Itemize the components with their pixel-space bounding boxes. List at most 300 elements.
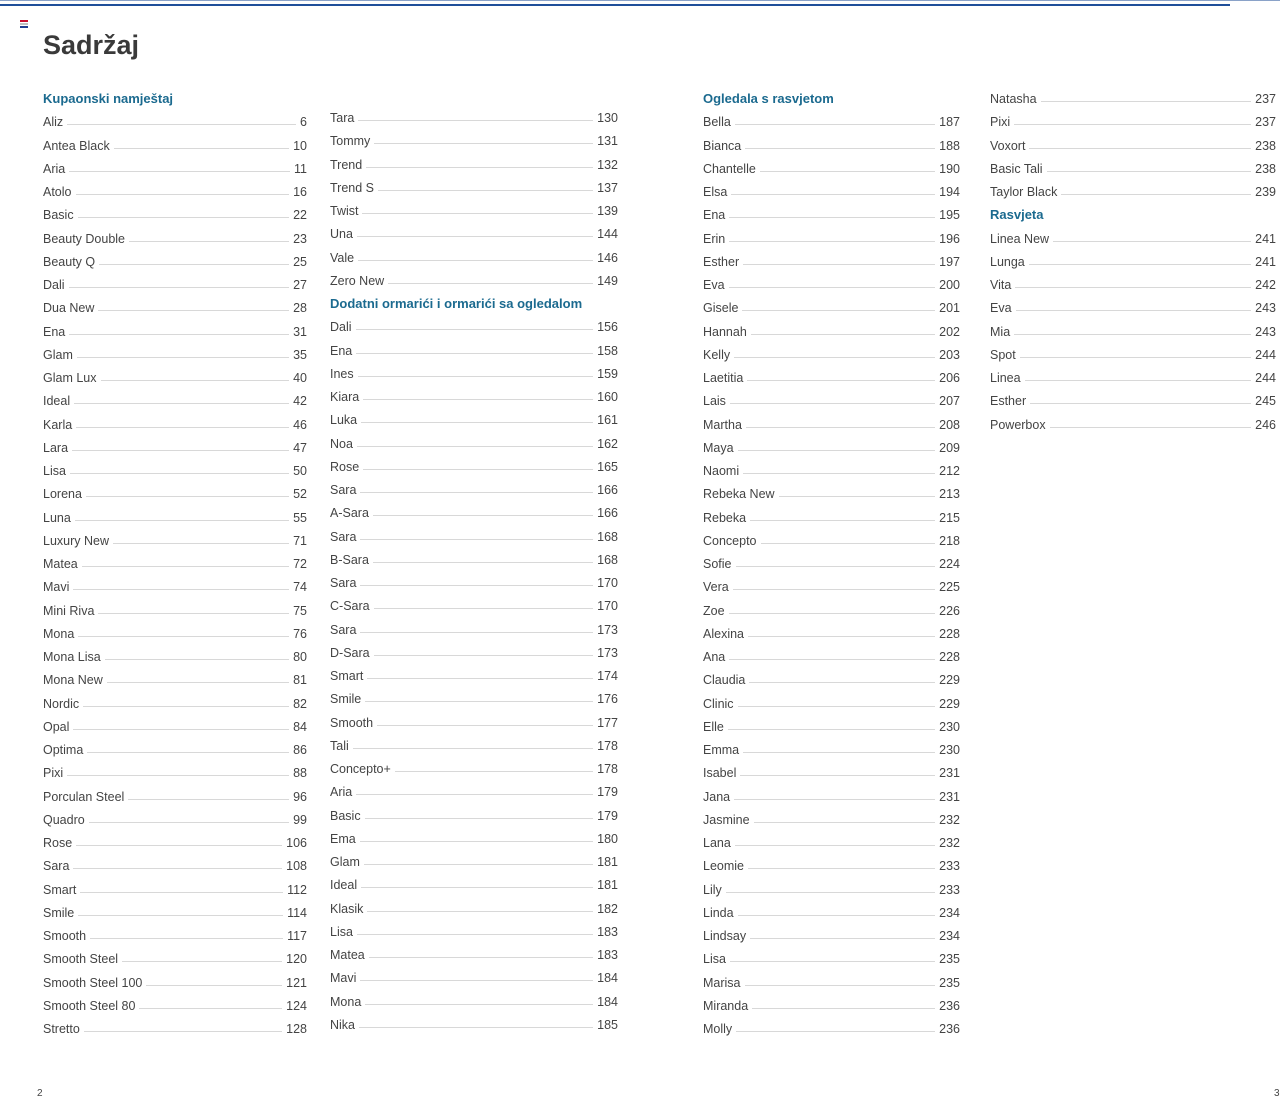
toc-entry[interactable] [703,295,960,315]
toc-entry-name: Lisa [330,924,353,939]
toc-entry-page: 201 [939,301,960,316]
toc-entry[interactable] [703,900,960,920]
toc-entry[interactable] [703,179,960,199]
toc-entry[interactable] [703,202,960,222]
toc-entry[interactable] [330,245,618,265]
toc-entry[interactable] [703,1016,960,1036]
toc-entry[interactable] [703,226,960,246]
toc-entry[interactable] [330,105,618,125]
toc-entry[interactable] [43,295,307,315]
toc-leader-line [363,399,593,400]
toc-entry-page: 224 [939,557,960,571]
toc-leader-line [356,353,593,354]
toc-entry[interactable] [703,412,960,432]
toc-entry[interactable] [43,853,307,873]
toc-entry-name: Smooth Steel [43,952,119,967]
toc-entry[interactable] [43,784,307,804]
toc-entry[interactable] [43,551,307,571]
toc-entry-name: Smile [43,905,75,920]
toc-leader-line [107,682,289,683]
toc-entry-name: Lindsay [703,929,747,943]
toc-entry-name: Rebeka New [703,487,775,502]
toc-entry-page: 106 [286,836,307,850]
toc-entry[interactable] [43,714,307,734]
toc-entry[interactable] [330,338,618,358]
toc-entry-name: Twist [330,204,359,218]
toc-entry-page: 185 [597,1017,618,1032]
toc-entry[interactable] [703,598,960,618]
toc-leader-line [754,822,936,823]
toc-entry-page: 190 [939,161,960,176]
toc-entry-name: Smile [330,692,362,707]
toc-entry[interactable] [703,760,960,780]
toc-entry-page: 200 [939,278,960,292]
toc-entry-page: 234 [939,905,960,920]
toc-entry[interactable] [990,249,1276,269]
toc-leader-line [360,492,593,493]
toc-entry[interactable] [330,570,618,590]
toc-entry-page: 241 [1255,254,1276,269]
toc-entry[interactable] [43,667,307,687]
toc-entry[interactable] [990,272,1276,292]
toc-entry[interactable] [990,342,1276,362]
toc-entry-page: 178 [597,738,618,753]
toc-entry-page: 22 [293,208,307,223]
toc-leader-line [360,980,593,981]
toc-entry-page: 16 [293,185,307,199]
toc-entry-name: Esther [990,394,1027,409]
toc-entry-page: 237 [1255,92,1276,106]
toc-entry[interactable] [990,156,1276,176]
toc-entry[interactable] [43,993,307,1013]
toc-entry[interactable] [703,156,960,176]
toc-leader-line [365,701,593,702]
toc-entry[interactable] [330,686,618,706]
toc-leader-line [86,496,289,497]
toc-entry-name: Karla [43,417,73,432]
toc-entry[interactable] [330,779,618,799]
toc-entry[interactable] [990,86,1276,106]
toc-leader-line [728,729,935,730]
toc-entry-page: 158 [597,343,618,358]
toc-entry[interactable] [990,226,1276,246]
toc-leader-line [357,934,593,935]
toc-leader-line [364,864,593,865]
toc-entry[interactable] [330,733,618,753]
toc-entry[interactable] [330,710,618,730]
toc-leader-line [76,427,289,428]
toc-entry-name: Dali [43,278,65,292]
toc-entry-name: Lorena [43,487,82,502]
toc-entry[interactable] [43,528,307,548]
toc-entry-name: Claudia [703,673,746,688]
toc-entry[interactable] [703,481,960,501]
toc-entry[interactable] [43,109,307,129]
toc-entry-page: 231 [939,766,960,781]
toc-entry-page: 183 [597,924,618,939]
toc-entry-page: 213 [939,487,960,502]
toc-leader-line [78,915,283,916]
toc-leader-line [73,589,289,590]
toc-entry-name: Noa [330,436,353,451]
toc-entry[interactable] [330,872,618,892]
toc-leader-line [1061,194,1251,195]
toc-entry[interactable] [330,1012,618,1032]
toc-entry[interactable] [330,919,618,939]
toc-entry-name: Concepto+ [330,762,391,776]
toc-entry[interactable] [703,505,960,525]
toc-entry-name: Smooth Steel 80 [43,998,136,1013]
toc-entry[interactable] [43,272,307,292]
toc-entry[interactable] [703,714,960,734]
toc-entry[interactable] [703,737,960,757]
toc-entry[interactable] [330,384,618,404]
toc-entry-name: Glam [330,855,360,869]
toc-entry-name: Natasha [990,92,1037,106]
toc-entry[interactable] [703,319,960,339]
toc-entry-name: Lais [703,394,726,409]
toc-entry[interactable] [43,435,307,455]
page-title: Sadržaj [43,30,140,60]
toc-entry[interactable] [330,314,618,334]
toc-entry-page: 75 [293,603,307,618]
toc-entry-page: 40 [293,371,307,385]
toc-leader-line [89,822,289,823]
toc-entry[interactable] [703,784,960,804]
toc-entry[interactable] [43,179,307,199]
toc-entry[interactable] [43,133,307,153]
toc-entry[interactable] [43,621,307,641]
toc-entry-page: 233 [939,882,960,897]
toc-entry-page: 215 [939,510,960,525]
toc-entry[interactable] [43,900,307,920]
toc-entry[interactable] [703,644,960,664]
toc-entry-page: 112 [287,882,307,897]
toc-entry[interactable] [703,249,960,269]
toc-leader-line [69,171,290,172]
toc-entry[interactable] [43,807,307,827]
toc-leader-line [360,585,593,586]
toc-entry[interactable] [43,226,307,246]
toc-leader-line [750,520,935,521]
toc-entry[interactable] [330,128,618,148]
toc-entry-name: Emma [703,743,740,757]
toc-entry-name: Rebeka [703,510,747,525]
toc-entry-name: Eva [990,301,1012,316]
toc-entry[interactable] [43,249,307,269]
toc-entry[interactable] [990,388,1276,408]
toc-entry-page: 81 [293,673,307,688]
toc-entry[interactable] [43,342,307,362]
toc-entry[interactable] [990,319,1276,339]
toc-entry[interactable] [43,946,307,966]
toc-entry-page: 181 [597,855,618,869]
toc-entry-page: 236 [939,1022,960,1036]
toc-entry[interactable] [330,524,618,544]
toc-entry-name: Beauty Double [43,231,126,246]
toc-entry-name: Tommy [330,134,371,149]
toc-entry-page: 161 [597,413,618,428]
toc-entry[interactable] [43,1016,307,1036]
toc-entry[interactable] [43,505,307,525]
toc-entry[interactable] [43,365,307,385]
top-rule-thin [0,0,1280,1]
toc-leader-line [80,892,283,893]
toc-entry[interactable] [330,407,618,427]
toc-entry[interactable] [330,268,618,288]
toc-entry-name: Esther [703,254,740,269]
toc-leader-line [373,562,593,563]
toc-entry-name: Lara [43,440,69,455]
toc-entry[interactable] [703,435,960,455]
toc-entry[interactable] [330,477,618,497]
toc-entry[interactable] [43,923,307,943]
toc-entry[interactable] [43,644,307,664]
toc-entry[interactable] [330,849,618,869]
toc-entry-name: Basic [43,208,74,223]
toc-entry-name: Naomi [703,464,740,478]
toc-leader-line [360,632,593,633]
toc-entry[interactable] [330,198,618,218]
toc-entry-name: Rose [43,836,73,850]
toc-entry-name: Ideal [330,878,358,893]
toc-entry-page: 96 [293,789,307,804]
toc-entry-name: Sara [330,529,357,544]
toc-entry-page: 194 [939,185,960,199]
toc-entry[interactable] [43,412,307,432]
toc-entry-page: 179 [597,808,618,823]
toc-entry-page: 128 [286,1022,307,1036]
toc-leader-line [356,329,594,330]
toc-entry-page: 170 [597,576,618,590]
toc-entry[interactable] [43,388,307,408]
toc-entry-page: 235 [939,975,960,990]
toc-entry[interactable] [43,877,307,897]
toc-entry-page: 206 [939,371,960,385]
toc-leader-line [76,845,282,846]
toc-entry[interactable] [330,803,618,823]
toc-entry-page: 236 [939,998,960,1013]
toc-entry[interactable] [330,547,618,567]
toc-entry-page: 195 [939,208,960,223]
toc-leader-line [363,469,593,470]
toc-entry[interactable] [330,152,618,172]
toc-entry-name: Bianca [703,138,742,153]
toc-entry-name: Taylor Black [990,185,1058,199]
toc-entry-name: Matea [43,557,78,571]
toc-entry-name: Ena [330,343,353,358]
toc-entry-page: 243 [1255,301,1276,316]
toc-leader-line [733,589,935,590]
toc-leader-line [78,217,290,218]
toc-leader-line [734,799,935,800]
toc-entry-page: 181 [597,878,618,893]
toc-entry[interactable] [43,737,307,757]
toc-entry[interactable] [703,877,960,897]
toc-leader-line [357,446,593,447]
toc-entry-page: 176 [597,692,618,707]
toc-entry[interactable] [990,365,1276,385]
toc-entry[interactable] [43,574,307,594]
toc-entry-page: 246 [1255,417,1276,432]
toc-leader-line [1041,101,1252,102]
toc-leader-line [736,566,936,567]
toc-leader-line [358,376,594,377]
toc-leader-line [743,264,935,265]
toc-entry-name: Basic Tali [990,161,1043,176]
toc-entry-name: Aliz [43,115,64,130]
toc-entry[interactable] [330,965,618,985]
toc-leader-line [743,473,935,474]
toc-entry-name: Aria [330,785,353,800]
toc-entry[interactable] [703,993,960,1013]
toc-entry[interactable] [330,221,618,241]
toc-entry[interactable] [703,830,960,850]
toc-entry-name: Concepto [703,533,757,548]
toc-entry[interactable] [703,133,960,153]
toc-leader-line [353,748,593,749]
toc-entry-page: 233 [939,859,960,874]
toc-entry[interactable] [330,640,618,660]
toc-entry[interactable] [703,458,960,478]
toc-entry[interactable] [703,853,960,873]
toc-entry-name: Martha [703,417,742,432]
toc-entry-page: 173 [597,622,618,637]
toc-entry[interactable] [43,830,307,850]
toc-entry[interactable] [330,454,618,474]
toc-entry[interactable] [330,942,618,962]
toc-entry-name: Mona Lisa [43,650,101,664]
toc-leader-line [365,818,594,819]
toc-leader-line [1020,357,1251,358]
page-number-right: 3 [1274,1088,1280,1099]
toc-entry-page: 146 [597,250,618,265]
toc-entry[interactable] [330,756,618,776]
toc-entry-page: 207 [939,394,960,409]
toc-entry-page: 25 [293,254,307,269]
toc-leader-line [67,775,289,776]
toc-entry-name: Stretto [43,1022,80,1036]
toc-entry[interactable] [990,412,1276,432]
toc-entry-page: 120 [286,952,307,967]
toc-entry-page: 229 [939,696,960,711]
toc-leader-line [73,868,282,869]
toc-entry-name: Zoe [703,603,725,618]
toc-leader-line [377,725,593,726]
toc-entry-page: 23 [293,231,307,246]
toc-entry-page: 243 [1255,324,1276,339]
toc-entry[interactable] [330,896,618,916]
toc-entry-name: Glam Lux [43,371,97,385]
toc-entry[interactable] [330,617,618,637]
toc-entry-page: 99 [293,812,307,827]
toc-entry[interactable] [703,528,960,548]
toc-entry-name: Smooth Steel 100 [43,975,143,990]
toc-leader-line [1016,310,1252,311]
toc-entry[interactable] [703,388,960,408]
toc-entry-name: Spot [990,347,1016,362]
toc-entry[interactable] [990,133,1276,153]
toc-entry-page: 197 [939,254,960,269]
toc-entry[interactable] [703,551,960,571]
toc-leader-line [367,678,593,679]
toc-entry[interactable] [703,365,960,385]
toc-entry[interactable] [43,970,307,990]
toc-entry-page: 27 [293,278,307,292]
toc-entry[interactable] [990,295,1276,315]
toc-entry[interactable] [703,342,960,362]
toc-entry[interactable] [43,691,307,711]
toc-entry[interactable] [990,109,1276,129]
toc-entry-name: Porculan Steel [43,789,125,804]
toc-entry[interactable] [703,946,960,966]
toc-entry[interactable] [43,319,307,339]
toc-entry[interactable] [43,481,307,501]
toc-leader-line [738,706,936,707]
toc-entry[interactable] [703,272,960,292]
toc-entry[interactable] [703,923,960,943]
toc-entry-name: Jana [703,789,731,804]
toc-entry[interactable] [330,500,618,520]
toc-entry[interactable] [703,807,960,827]
toc-entry-page: 229 [939,673,960,688]
toc-entry[interactable] [330,361,618,381]
toc-entry-name: Ena [43,324,66,339]
toc-entry[interactable] [330,593,618,613]
toc-leader-line [366,167,593,168]
toc-leader-line [378,190,593,191]
toc-entry[interactable] [703,621,960,641]
toc-entry[interactable] [703,109,960,129]
toc-leader-line [129,241,289,242]
toc-entry[interactable] [330,826,618,846]
toc-entry-name: Sofie [703,557,732,571]
toc-entry-page: 179 [597,785,618,800]
toc-entry[interactable] [43,458,307,478]
toc-leader-line [83,706,289,707]
toc-entry-name: Linda [703,905,734,920]
toc-entry[interactable] [703,970,960,990]
toc-entry[interactable] [330,989,618,1009]
toc-entry-name: Smart [330,669,364,683]
toc-entry[interactable] [330,663,618,683]
toc-entry-page: 168 [597,552,618,567]
toc-leader-line [360,539,593,540]
toc-entry-name: D-Sara [330,645,370,660]
toc-entry[interactable] [43,202,307,222]
toc-leader-line [69,287,290,288]
toc-entry[interactable] [330,431,618,451]
toc-entry[interactable] [703,667,960,687]
toc-entry-name: Mona [43,626,75,641]
toc-entry[interactable] [703,691,960,711]
toc-entry-name: Smart [43,882,77,897]
toc-entry[interactable] [43,156,307,176]
toc-entry-name: Elsa [703,185,728,199]
toc-entry-name: Kelly [703,347,731,362]
toc-entry-page: 237 [1255,115,1276,130]
toc-entry[interactable] [703,574,960,594]
toc-entry-name: B-Sara [330,552,369,567]
toc-entry-name: Glam [43,347,73,362]
toc-entry-page: 235 [939,952,960,967]
toc-entry[interactable] [330,175,618,195]
toc-entry[interactable] [43,760,307,780]
toc-entry[interactable] [43,598,307,618]
toc-entry-name: Marisa [703,975,741,990]
toc-entry-name: Trend [330,157,363,172]
toc-entry[interactable] [990,179,1276,199]
